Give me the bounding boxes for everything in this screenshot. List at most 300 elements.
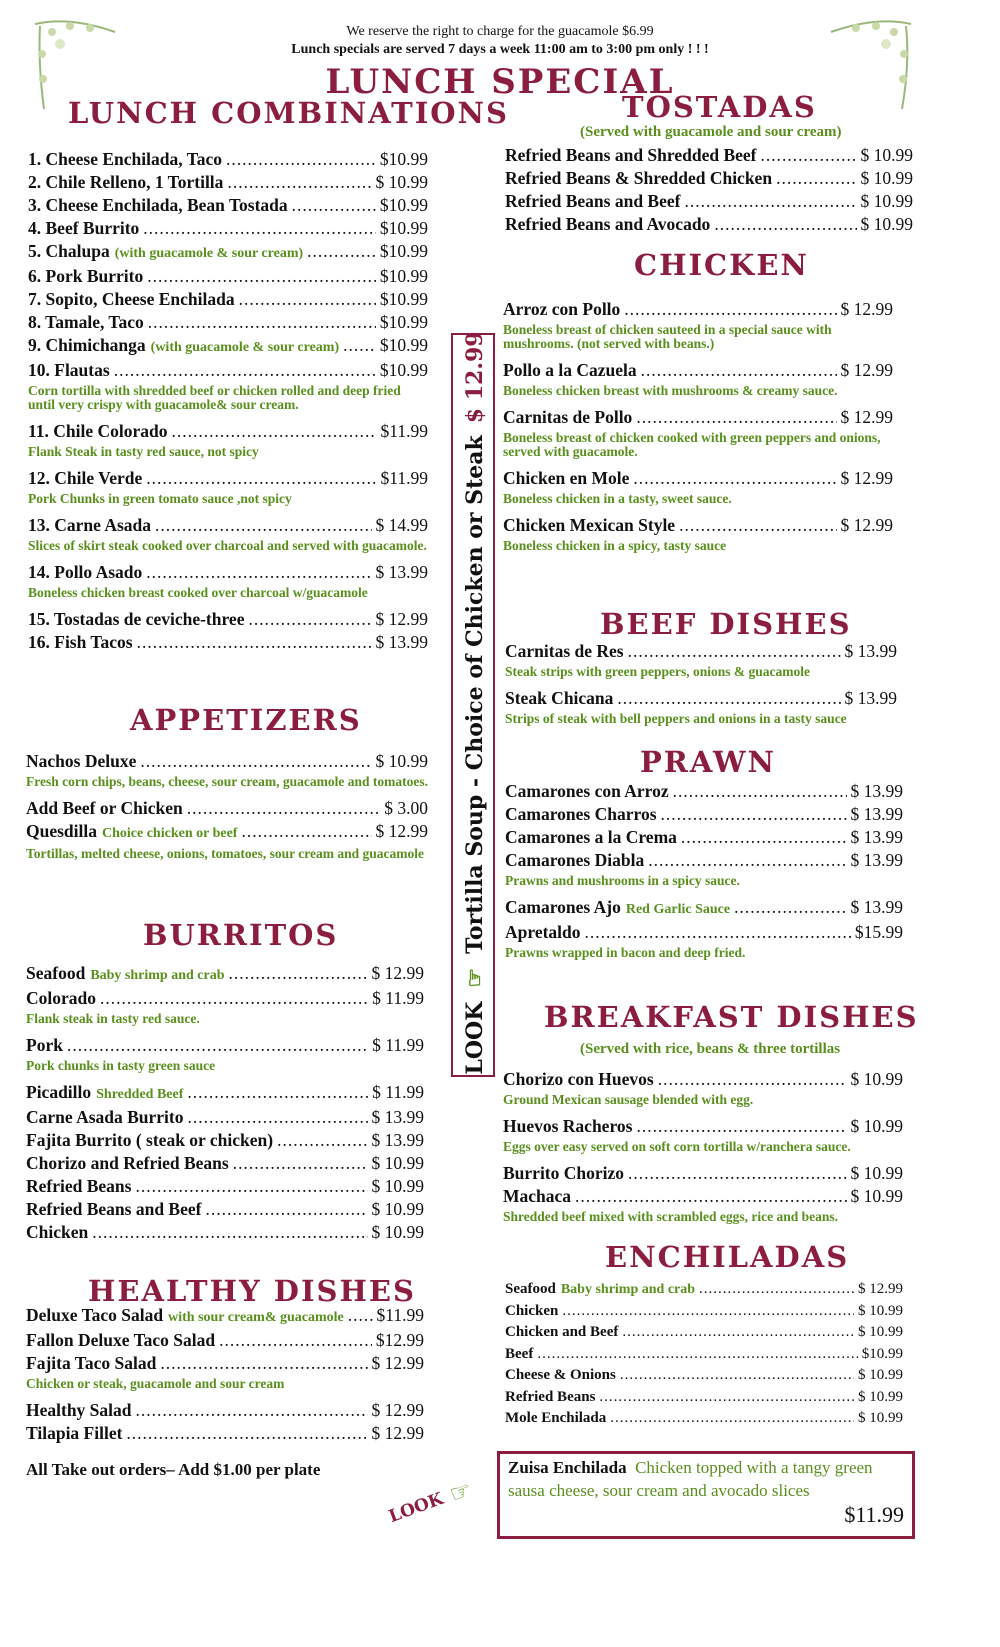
menu-item <box>28 334 428 359</box>
menu-item <box>26 1152 424 1175</box>
leader-dots <box>205 1198 367 1221</box>
leader-dots <box>147 265 376 288</box>
menu-item-description: Corn tortilla with shredded beef or chicken rolled and deep fried until very crispy with guacamole& sour cream. <box>28 383 401 412</box>
menu-item-description: Boneless chicken breast with mushrooms & creamy sauce. <box>503 383 838 398</box>
menu-item-name: Camarones Ajo <box>505 897 621 917</box>
menu-item <box>503 406 893 429</box>
menu-item <box>28 217 428 240</box>
menu-item-description: Pork Chunks in green tomato sauce ,not spicy <box>28 491 292 506</box>
menu-item-price: $ 12.99 <box>840 407 893 427</box>
breakfast-list <box>503 1068 903 1232</box>
menu-item-price: $10.99 <box>379 218 428 238</box>
leader-dots <box>229 962 368 985</box>
menu-item-name: Pollo a la Cazuela <box>503 360 637 380</box>
pointing-hand-icon: ☞ <box>462 967 488 988</box>
menu-item-name: Burrito Chorizo <box>503 1163 625 1183</box>
leader-dots <box>148 311 376 334</box>
leader-dots <box>673 780 847 803</box>
menu-item-price: $ 11.99 <box>372 1035 424 1055</box>
leader-dots <box>219 1329 372 1352</box>
leader-dots <box>137 631 372 654</box>
appetizers-list <box>26 750 428 869</box>
leader-dots <box>761 144 857 167</box>
zuisa-description: Chicken topped with a tangy green sausa cheese, sour cream and avocado slices <box>508 1458 873 1500</box>
leader-dots <box>140 750 371 773</box>
menu-item-description: Prawns wrapped in bacon and deep fried. <box>505 945 746 960</box>
menu-item-price: $ 10.99 <box>371 1153 424 1173</box>
leader-dots <box>575 1185 846 1208</box>
menu-item-price: $ 10.99 <box>858 1410 903 1426</box>
menu-item-name: Chicken <box>26 1222 89 1242</box>
menu-item-price: $ 13.99 <box>371 1107 424 1127</box>
menu-item <box>505 1322 903 1344</box>
guacamole-notice: We reserve the right to charge for the guacamole $6.99 <box>346 24 654 39</box>
section-title-prawn: PRAWN <box>640 745 777 779</box>
menu-item <box>28 288 428 311</box>
menu-item-name: 5. Chalupa <box>28 241 110 261</box>
leader-dots <box>622 1322 854 1344</box>
menu-item <box>28 240 428 265</box>
menu-item <box>505 213 913 236</box>
menu-item <box>505 167 913 190</box>
menu-item-description: Boneless chicken breast cooked over charcoal w/guacamole <box>28 585 368 600</box>
leader-dots <box>172 420 377 443</box>
menu-item-price: $10.99 <box>379 195 428 215</box>
menu-item <box>505 1365 903 1387</box>
menu-item <box>503 467 893 490</box>
menu-item <box>28 148 428 171</box>
leader-dots <box>633 467 836 490</box>
leader-dots <box>67 1034 368 1057</box>
zuisa-enchilada-box <box>497 1451 915 1539</box>
menu-item <box>26 750 428 773</box>
leader-dots <box>585 921 851 944</box>
leader-dots <box>537 1344 857 1366</box>
leader-dots <box>681 826 847 849</box>
section-title-enchiladas: ENCHILADAS <box>605 1240 850 1274</box>
menu-item-name: Camarones Charros <box>505 804 657 824</box>
menu-item-name: 14. Pollo Asado <box>28 562 143 582</box>
menu-item-description: Prawns and mushrooms in a spicy sauce. <box>505 873 740 888</box>
menu-item-name: 7. Sopito, Cheese Enchilada <box>28 289 235 309</box>
menu-item-price: $ 11.99 <box>372 1082 424 1102</box>
menu-item-price: $10.99 <box>379 266 428 286</box>
leader-dots <box>610 1408 854 1430</box>
menu-item-name: Fajita Burrito ( steak or chicken) <box>26 1130 274 1150</box>
menu-item-description: Chicken or steak, guacamole and sour cream <box>26 1376 285 1391</box>
menu-item-price: $ 12.99 <box>371 1400 424 1420</box>
menu-item-name: Deluxe Taco Salad <box>26 1305 164 1325</box>
menu-item-price: $ 10.99 <box>850 1116 903 1136</box>
menu-item-price: $ 12.99 <box>375 821 428 841</box>
menu-item-price: $12.99 <box>375 1330 424 1350</box>
leader-dots <box>636 406 836 429</box>
menu-item-price: $ 10.99 <box>860 214 913 234</box>
burritos-list <box>26 962 424 1244</box>
menu-item <box>503 1162 903 1185</box>
menu-item <box>26 962 424 987</box>
menu-item-name: Refried Beans & Shredded Chicken <box>505 168 773 188</box>
menu-item-price: $10.99 <box>379 335 428 355</box>
menu-item-extra: Red Garlic Sauce <box>625 902 731 917</box>
lunch-hours-notice: Lunch specials are served 7 days a week 11:00 am to 3:00 pm only ! ! ! <box>291 42 709 57</box>
menu-item-price: $10.99 <box>861 1345 903 1362</box>
menu-item <box>28 359 428 382</box>
leader-dots <box>641 359 837 382</box>
section-title-healthy-dishes: HEALTHY DISHES <box>88 1274 416 1308</box>
menu-item <box>505 190 913 213</box>
menu-item-name: Steak Chicana <box>505 688 614 708</box>
zuisa-name: Zuisa Enchilada <box>508 1458 627 1477</box>
menu-item <box>505 687 897 710</box>
leader-dots <box>135 1175 367 1198</box>
menu-item-price: $15.99 <box>854 922 903 942</box>
menu-item-name: Quesdilla <box>26 821 97 841</box>
leader-dots <box>233 1152 368 1175</box>
menu-item-name: Add Beef or Chicken <box>26 798 183 818</box>
menu-item-description: Flank steak in tasty red sauce. <box>26 1011 200 1026</box>
menu-item-description: Ground Mexican sausage blended with egg. <box>503 1092 754 1107</box>
tortilla-soup-banner <box>451 333 495 1077</box>
enchiladas-list <box>505 1279 903 1430</box>
menu-item-name: Machaca <box>503 1186 572 1206</box>
menu-item-price: $ 13.99 <box>375 562 428 582</box>
leader-dots <box>126 1422 367 1445</box>
menu-item-name: Fallon Deluxe Taco Salad <box>26 1330 216 1350</box>
menu-item-price: $ 12.99 <box>840 515 893 535</box>
leader-dots <box>648 849 846 872</box>
leader-dots <box>776 167 856 190</box>
menu-item-name: Tilapia Fillet <box>26 1423 123 1443</box>
menu-item <box>505 1387 903 1409</box>
menu-item-price: $ 3.00 <box>384 798 428 818</box>
menu-item <box>26 1198 424 1221</box>
menu-item <box>26 1034 424 1057</box>
menu-item-name: 15. Tostadas de ceviche-three <box>28 609 245 629</box>
menu-item-price: $ 13.99 <box>850 850 903 870</box>
menu-item <box>28 311 428 334</box>
menu-item <box>26 1399 424 1422</box>
menu-item-name: Pork <box>26 1035 63 1055</box>
beef-dishes-list <box>505 640 897 734</box>
zuisa-price: $11.99 <box>844 1502 904 1527</box>
section-title-lunch-combinations: LUNCH COMBINATIONS <box>68 96 509 130</box>
menu-item <box>28 467 428 490</box>
leader-dots <box>699 1279 854 1301</box>
menu-item-description: Boneless breast of chicken sauteed in a special sauce with mushrooms. (not served with beans.) <box>503 322 832 351</box>
leader-dots <box>734 896 846 919</box>
menu-item-name: Nachos Deluxe <box>26 751 137 771</box>
menu-item-name: Carnitas de Pollo <box>503 407 633 427</box>
leader-dots <box>146 561 371 584</box>
menu-item-description: Steak strips with green peppers, onions & guacamole <box>505 664 811 679</box>
menu-item <box>26 987 424 1010</box>
menu-item-price: $ 10.99 <box>371 1222 424 1242</box>
menu-item-name: 13. Carne Asada <box>28 515 151 535</box>
menu-item-name: 12. Chile Verde <box>28 468 143 488</box>
menu-item <box>503 514 893 537</box>
menu-item-name: Seafood <box>505 1281 556 1297</box>
leader-dots <box>136 1399 368 1422</box>
menu-item <box>505 849 903 872</box>
breakfast-note: (Served with rice, beans & three tortillas <box>580 1041 841 1057</box>
menu-item-price: $ 10.99 <box>850 1163 903 1183</box>
menu-item <box>28 561 428 584</box>
menu-item-name: Arroz con Pollo <box>503 299 621 319</box>
leader-dots <box>620 1365 854 1387</box>
leader-dots <box>636 1115 846 1138</box>
leader-dots <box>143 217 376 240</box>
menu-item-price: $ 13.99 <box>850 897 903 917</box>
menu-item-price: $ 14.99 <box>375 515 428 535</box>
menu-item-price: $ 10.99 <box>858 1388 903 1405</box>
menu-item-price: $ 12.99 <box>858 1281 903 1297</box>
menu-item-description: Pork chunks in tasty green sauce <box>26 1058 216 1073</box>
menu-item-description: Boneless chicken in a tasty, sweet sauce. <box>503 491 732 506</box>
menu-item-description: Fresh corn chips, beans, cheese, sour cream, guacamole and tomatoes. <box>26 774 428 789</box>
menu-item-price: $ 10.99 <box>375 751 428 771</box>
menu-item-description: Boneless breast of chicken cooked with green peppers and onions, served with guacamole. <box>503 430 881 459</box>
leader-dots <box>307 240 376 263</box>
leader-dots <box>661 803 847 826</box>
tostadas-note: (Served with guacamole and sour cream) <box>580 124 842 140</box>
menu-item-price: $ 12.99 <box>371 1423 424 1443</box>
menu-item <box>28 171 428 194</box>
menu-item-name: 10. Flautas <box>28 360 110 380</box>
menu-item-description: Eggs over easy served on soft corn tortilla w/ranchera sauce. <box>503 1139 851 1154</box>
banner-text: Tortilla Soup - Choice of Chicken or Steak <box>462 435 488 954</box>
menu-item-extra: Baby shrimp and crab <box>90 968 225 983</box>
menu-item-name: Refried Beans and Avocado <box>505 214 711 234</box>
menu-item-price: $ 12.99 <box>375 609 428 629</box>
leader-dots <box>599 1387 854 1409</box>
menu-item-name: 1. Cheese Enchilada, Taco <box>28 149 222 169</box>
menu-item-name: Chicken Mexican Style <box>503 515 676 535</box>
menu-item-name: 2. Chile Relleno, 1 Tortilla <box>28 172 224 192</box>
leader-dots <box>241 820 371 843</box>
menu-item-price: $ 10.99 <box>858 1324 903 1340</box>
menu-item-name: Refried Beans <box>505 1388 596 1405</box>
lunch-combinations-list <box>28 148 428 654</box>
menu-item-price: $ 10.99 <box>860 168 913 188</box>
menu-item-price: $11.99 <box>380 421 428 441</box>
menu-item-name: 4. Beef Burrito <box>28 218 140 238</box>
menu-item-name: Picadillo <box>26 1082 92 1102</box>
menu-item-name: Refried Beans and Shredded Beef <box>505 145 757 165</box>
menu-item <box>26 1422 424 1445</box>
leader-dots <box>624 298 836 321</box>
menu-item-price: $ 10.99 <box>850 1186 903 1206</box>
leader-dots <box>146 467 376 490</box>
menu-item-name: 9. Chimichanga <box>28 335 146 355</box>
menu-item <box>28 514 428 537</box>
menu-item-extra: Shredded Beef <box>96 1087 184 1102</box>
menu-item-name: Chorizo and Refried Beans <box>26 1153 229 1173</box>
leader-dots <box>562 1301 854 1323</box>
menu-item-name: Beef <box>505 1345 534 1362</box>
leader-dots <box>348 1304 373 1327</box>
menu-item-name: Carne Asada Burrito <box>26 1107 184 1127</box>
leader-dots <box>684 190 856 213</box>
menu-item <box>503 1185 903 1208</box>
menu-item-name: Camarones Diabla <box>505 850 645 870</box>
menu-item-price: $ 10.99 <box>860 191 913 211</box>
menu-item-price: $10.99 <box>379 289 428 309</box>
leader-dots <box>187 797 381 820</box>
menu-item-name: Huevos Racheros <box>503 1116 633 1136</box>
menu-item-name: Refried Beans and Beef <box>26 1199 202 1219</box>
section-title-tostadas: TOSTADAS <box>622 90 817 124</box>
menu-item-description: Tortillas, melted cheese, onions, tomatoes, sour cream and guacamole <box>26 846 424 861</box>
menu-item-price: $ 12.99 <box>371 963 424 983</box>
menu-item <box>505 1301 903 1323</box>
leader-dots <box>155 514 372 537</box>
menu-item-price: $ 12.99 <box>840 468 893 488</box>
prawn-list <box>505 780 903 968</box>
leader-dots <box>160 1352 367 1375</box>
menu-item-price: $11.99 <box>380 468 428 488</box>
menu-item-extra: with sour cream& guacamole <box>168 1310 344 1325</box>
menu-item <box>505 803 903 826</box>
menu-item-name: Camarones con Arroz <box>505 781 669 801</box>
menu-item <box>505 1344 903 1366</box>
section-title-appetizers: APPETIZERS <box>130 703 362 737</box>
menu-item <box>503 298 893 321</box>
menu-item <box>26 1304 424 1329</box>
menu-item-name: Refried Beans <box>26 1176 132 1196</box>
page-title: LUNCH SPECIAL <box>325 62 675 102</box>
menu-item-price: $11.99 <box>376 1305 424 1325</box>
menu-item <box>505 780 903 803</box>
leader-dots <box>617 687 840 710</box>
menu-item-name: Colorado <box>26 988 96 1008</box>
menu-item-name: Carnitas de Res <box>505 641 624 661</box>
menu-item-name: 11. Chile Colorado <box>28 421 168 441</box>
menu-item-price: $ 13.99 <box>850 781 903 801</box>
menu-item-name: Healthy Salad <box>26 1400 132 1420</box>
menu-item-extra: (with guacamole & sour cream) <box>150 340 340 355</box>
menu-item <box>26 1352 424 1375</box>
menu-item-price: $ 10.99 <box>858 1302 903 1319</box>
menu-item <box>505 1279 903 1301</box>
menu-item-name: 3. Cheese Enchilada, Bean Tostada <box>28 195 288 215</box>
menu-item <box>505 640 897 663</box>
menu-item-name: Fajita Taco Salad <box>26 1353 157 1373</box>
menu-item-price: $ 13.99 <box>850 804 903 824</box>
menu-item <box>28 194 428 217</box>
menu-item-name: 6. Pork Burrito <box>28 266 144 286</box>
menu-item-name: Chorizo con Huevos <box>503 1069 654 1089</box>
menu-item-name: Chicken en Mole <box>503 468 630 488</box>
banner-price: $ 12.99 <box>462 331 488 424</box>
menu-item <box>26 1106 424 1129</box>
leader-dots <box>227 171 371 194</box>
menu-item-price: $ 13.99 <box>371 1130 424 1150</box>
menu-item-price: $10.99 <box>379 312 428 332</box>
tostadas-list <box>505 144 913 236</box>
menu-item-name: Camarones a la Crema <box>505 827 677 847</box>
menu-item <box>28 631 428 654</box>
menu-item <box>26 1175 424 1198</box>
leader-dots <box>628 1162 846 1185</box>
banner-look-label: LOOK <box>462 1001 488 1075</box>
leader-dots <box>92 1221 367 1244</box>
leader-dots <box>292 194 376 217</box>
menu-item <box>26 1081 424 1106</box>
menu-item <box>503 1068 903 1091</box>
leader-dots <box>188 1106 368 1129</box>
menu-item-name: Chicken and Beef <box>505 1324 619 1340</box>
look-bottom-label: LOOK <box>386 1488 447 1528</box>
leader-dots <box>100 987 368 1010</box>
menu-item-extra: (with guacamole & sour cream) <box>114 246 304 261</box>
menu-item-extra: Baby shrimp and crab <box>560 1282 696 1297</box>
menu-item-price: $ 10.99 <box>371 1176 424 1196</box>
menu-item <box>503 1115 903 1138</box>
menu-item-price: $ 10.99 <box>860 145 913 165</box>
menu-item-price: $ 13.99 <box>375 632 428 652</box>
menu-item-description: Slices of skirt steak cooked over charcoal and served with guacamole. <box>28 538 427 553</box>
menu-item-price: $10.99 <box>379 241 428 261</box>
leader-dots <box>187 1081 368 1104</box>
menu-item <box>28 265 428 288</box>
leader-dots <box>343 334 376 357</box>
chicken-list <box>503 298 893 561</box>
menu-item-price: $ 13.99 <box>844 641 897 661</box>
menu-item <box>503 359 893 382</box>
menu-item <box>505 144 913 167</box>
menu-item-price: $ 10.99 <box>858 1367 903 1383</box>
menu-item-description: Strips of steak with bell peppers and onions in a tasty sauce <box>505 711 847 726</box>
leader-dots <box>277 1129 367 1152</box>
pointing-hand-icon: ☞ <box>446 1477 476 1509</box>
leader-dots <box>239 288 376 311</box>
menu-item <box>26 1329 424 1352</box>
leader-dots <box>658 1068 847 1091</box>
menu-item-price: $ 12.99 <box>840 299 893 319</box>
menu-item <box>505 826 903 849</box>
menu-item-description: Shredded beef mixed with scrambled eggs, rice and beans. <box>503 1209 839 1224</box>
leader-dots <box>714 213 856 236</box>
section-title-breakfast-dishes: BREAKFAST DISHES <box>544 1000 919 1034</box>
menu-item-name: Mole Enchilada <box>505 1410 607 1426</box>
leader-dots <box>226 148 376 171</box>
section-title-burritos: BURRITOS <box>143 918 339 952</box>
menu-item <box>26 797 428 820</box>
menu-item <box>505 921 903 944</box>
menu-item-name: Seafood <box>26 963 86 983</box>
menu-item-price: $ 10.99 <box>371 1199 424 1219</box>
menu-item-description: Boneless chicken in a spicy, tasty sauce <box>503 538 727 553</box>
menu-item-price: $ 10.99 <box>375 172 428 192</box>
menu-item-price: $10.99 <box>379 149 428 169</box>
section-title-beef-dishes: BEEF DISHES <box>600 607 852 641</box>
menu-item-price: $ 13.99 <box>850 827 903 847</box>
healthy-dishes-list <box>26 1304 424 1445</box>
menu-item <box>26 820 428 845</box>
menu-item-price: $ 10.99 <box>850 1069 903 1089</box>
leader-dots <box>628 640 841 663</box>
menu-item-price: $ 11.99 <box>372 988 424 1008</box>
menu-item-name: 8. Tamale, Taco <box>28 312 144 332</box>
menu-item-name: Cheese & Onions <box>505 1367 616 1383</box>
menu-item <box>26 1129 424 1152</box>
leader-dots <box>114 359 376 382</box>
menu-item-name: 16. Fish Tacos <box>28 632 133 652</box>
section-title-chicken: CHICKEN <box>634 248 809 282</box>
menu-item <box>505 1408 903 1430</box>
menu-item-name: Apretaldo <box>505 922 581 942</box>
